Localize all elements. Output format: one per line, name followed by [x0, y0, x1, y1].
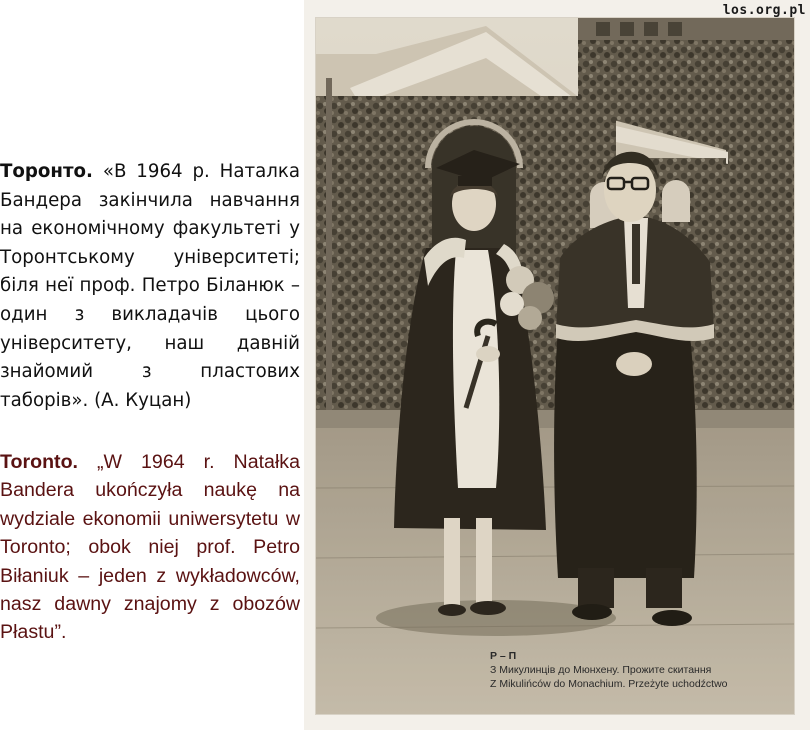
ukrainian-lead: Торонто.: [0, 161, 93, 182]
photo-illustration: [316, 18, 794, 714]
polish-body: „W 1964 r. Natałka Bandera ukończyła naukę na wydziale ekonomii uniwersytetu w Toronto; obok niej prof. Petro Biłaniuk – jeden z wykładowców, nasz dawny znajomy z obozów Płastu”.: [0, 451, 300, 644]
polish-lead: Toronto.: [0, 451, 78, 473]
ukrainian-body: «В 1964 р. Наталка Бандера закінчила навчання на економічному факультеті у Торонтському університеті; біля неї проф. Петро Біланюк – один з викладачів цього університету, наш давній знайомий з пластових таборів». (А. Куцан): [0, 161, 300, 411]
caption-line-polish: Z Mikulińców do Monachium. Przeżyte uchodźctwo: [490, 678, 728, 690]
caption-tag: Р – П: [490, 650, 517, 662]
polish-paragraph: [0, 448, 300, 647]
ukrainian-paragraph: [0, 158, 300, 415]
caption-line-ukrainian: З Микулинців до Мюнхену. Прожите скитання: [490, 664, 712, 676]
text-panel: [0, 0, 304, 730]
site-watermark: los.org.pl: [722, 3, 806, 18]
photo-caption: [490, 650, 790, 691]
graduation-photo: [316, 18, 794, 714]
